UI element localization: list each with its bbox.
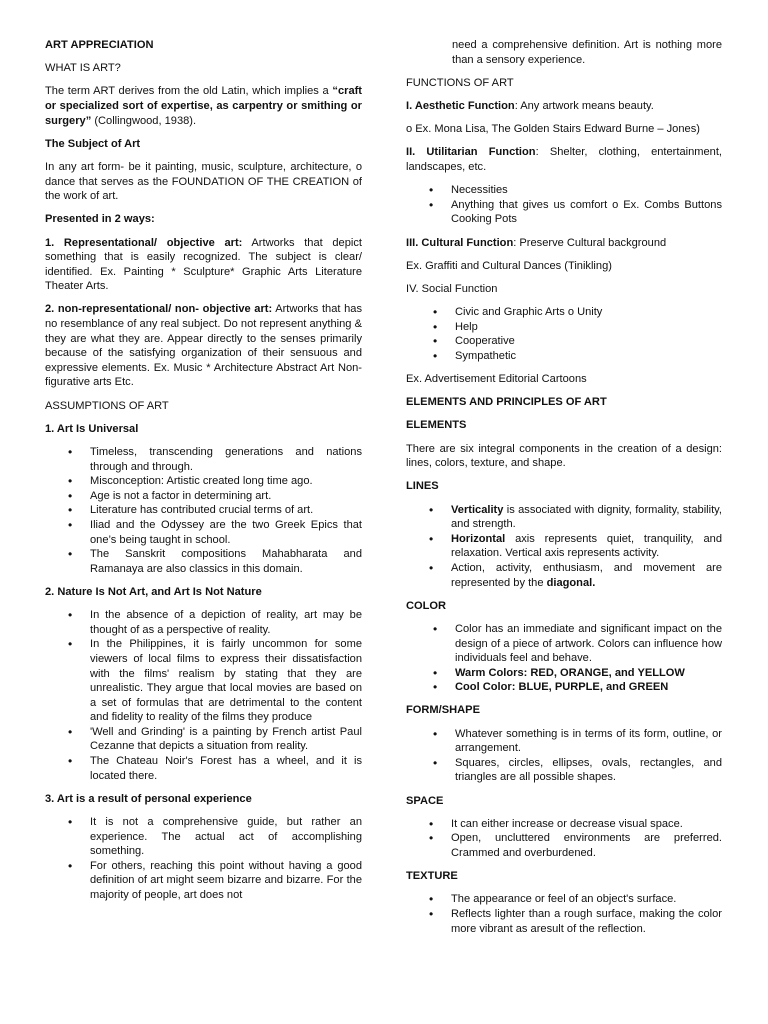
list-item: • Cool Color: BLUE, PURPLE, and GREEN [455,680,722,695]
list-item: • Warm Colors: RED, ORANGE, and YELLOW [455,666,722,681]
assumption-3-list [45,815,362,903]
color-heading: COLOR [406,599,447,612]
assumption-1-list [45,445,362,576]
list-item: • Squares, circles, ellipses, ovals, rectangles, and triangles are all possible shapes. [455,756,722,785]
color-list [406,622,722,695]
left-column [45,38,362,911]
list-item: • It is not a comprehensive guide, but rather an experience. The actual act of accomplishing something. [90,815,362,859]
presented-heading: Presented in 2 ways: [45,213,155,226]
list-item: • Reflects lighter than a rough surface, making the color more vibrant as aresult of the reflection. [451,907,722,936]
list-item: • In the Philippines, it is fairly uncommon for some viewers of local films to express their dissatisfaction with the films' realism by stating that they are unrealistic. They argue that local movies are based on a set of formulas that are detrimental to the content and fidelity to reality of the films they produce [90,637,362,725]
list-item: • Action, activity, enthusiasm, and movement are represented by the diagonal. [451,561,722,590]
lines-list [406,503,722,591]
list-item: • Whatever something is in terms of its form, outline, or arrangement. [455,727,722,756]
non-representational-paragraph: 2. non-representational/ non- objective art: Artworks that has no resemblance of any real subject. Do not represent anything & they are what they are. Appear directly to the senses primarily because of the satisfying organization of their sensuous and expressive elements. Ex. Music * Architecture Abstract Art Non- figurative arts Etc. [45,303,362,389]
utilitarian-list [406,183,722,227]
representational-paragraph: 1. Representational/ objective art: Artworks that depict something that is easily recognized. The subject is clear/ identified. Ex. Painting * Sculpture* Graphic Arts Literature Theater Arts. [45,236,362,293]
elements-paragraph: There are six integral components in the creation of a design: lines, colors, texture, and shape. [406,442,722,470]
list-item: • Verticality is associated with dignity, formality, stability, and strength. [451,503,722,532]
assumption-2-list [45,608,362,783]
lines-heading: LINES [406,480,439,493]
space-list [406,817,722,861]
assumption-2-heading: 2. Nature Is Not Art, and Art Is Not Nature [45,585,262,598]
list-item: • Cooperative [455,334,722,349]
list-item: • Timeless, transcending generations and nations through and through. [90,445,362,474]
list-item: • 'Well and Grinding' is a painting by French artist Paul Cezanne that depicts a situation from reality. [90,725,362,754]
list-item: • Color has an immediate and significant impact on the design of a piece of artwork. Colors can influence how individuals feel and behave. [455,622,722,666]
list-item: • Civic and Graphic Arts o Unity [455,305,722,320]
list-item: • It can either increase or decrease visual space. [451,817,722,832]
list-item: • Horizontal axis represents quiet, tranquility, and relaxation. Vertical axis represents activity. [451,532,722,561]
social-list [406,305,722,363]
aesthetic-function: I. Aesthetic Function: Any artwork means beauty. [406,99,654,112]
list-item: • Iliad and the Odyssey are the two Greek Epics that one’s being taught in school. [90,518,362,547]
right-column [406,38,722,945]
aesthetic-example: o Ex. Mona Lisa, The Golden Stairs Edward Burne – Jones) [406,123,700,136]
elements-principles-heading: ELEMENTS AND PRINCIPLES OF ART [406,396,607,409]
list-item: • Help [455,320,722,335]
texture-list [406,892,722,936]
continued-text: need a comprehensive definition. Art is nothing more than a sensory experience. [452,39,722,66]
list-item: • The Sanskrit compositions Mahabharata and Ramanaya are also classics in this domain. [90,547,362,576]
list-item: • Literature has contributed crucial terms of art. [90,503,362,518]
list-item: • Age is not a factor in determining art. [90,489,362,504]
document-title: ART APPRECIATION [45,39,154,51]
list-item: • The Chateau Noir's Forest has a wheel, and it is located there. [90,754,362,783]
list-item: • In the absence of a depiction of reality, art may be thought of as a perspective of reality. [90,608,362,637]
list-item: • Anything that gives us comfort o Ex. Combs Buttons Cooking Pots [451,198,722,227]
space-heading: SPACE [406,794,444,807]
assumptions-heading: ASSUMPTIONS OF ART [45,399,169,412]
social-example: Ex. Advertisement Editorial Cartoons [406,373,587,386]
form-shape-heading: FORM/SHAPE [406,704,480,717]
elements-heading: ELEMENTS [406,419,467,432]
social-function: IV. Social Function [406,282,498,295]
functions-heading: FUNCTIONS OF ART [406,76,514,89]
list-item: • Sympathetic [455,349,722,364]
utilitarian-function: II. Utilitarian Function: Shelter, clothing, entertainment, landscapes, etc. [406,146,723,173]
cultural-example: Ex. Graffiti and Cultural Dances (Tinikling) [406,259,612,272]
subject-paragraph: In any art form- be it painting, music, sculpture, architecture, o dance that serves as the FOUNDATION OF THE CREATION of the work of art. [45,160,362,203]
texture-heading: TEXTURE [406,870,458,883]
subject-heading: The Subject of Art [45,137,141,150]
what-is-art-heading: WHAT IS ART? [45,62,121,75]
intro-paragraph: The term ART derives from the old Latin, which implies a “craft or specialized sort of expertise, as carpentry or smithing or surgery” (Collingwood, 1938). [45,85,362,127]
assumption-3-heading: 3. Art is a result of personal experience [45,792,252,805]
form-shape-list [406,727,722,785]
assumption-1-heading: 1. Art Is Universal [45,422,139,435]
list-item: • Open, uncluttered environments are preferred. Crammed and overburdened. [451,831,722,860]
list-item: • Necessities [451,183,722,198]
list-item: • The appearance or feel of an object's surface. [451,892,722,907]
cultural-function: III. Cultural Function: Preserve Cultural background [406,236,667,249]
list-item: • Misconception: Artistic created long time ago. [90,474,362,489]
list-item: • For others, reaching this point without having a good definition of art might seem bizarre and bizarre. For the majority of people, art does not [90,859,362,903]
